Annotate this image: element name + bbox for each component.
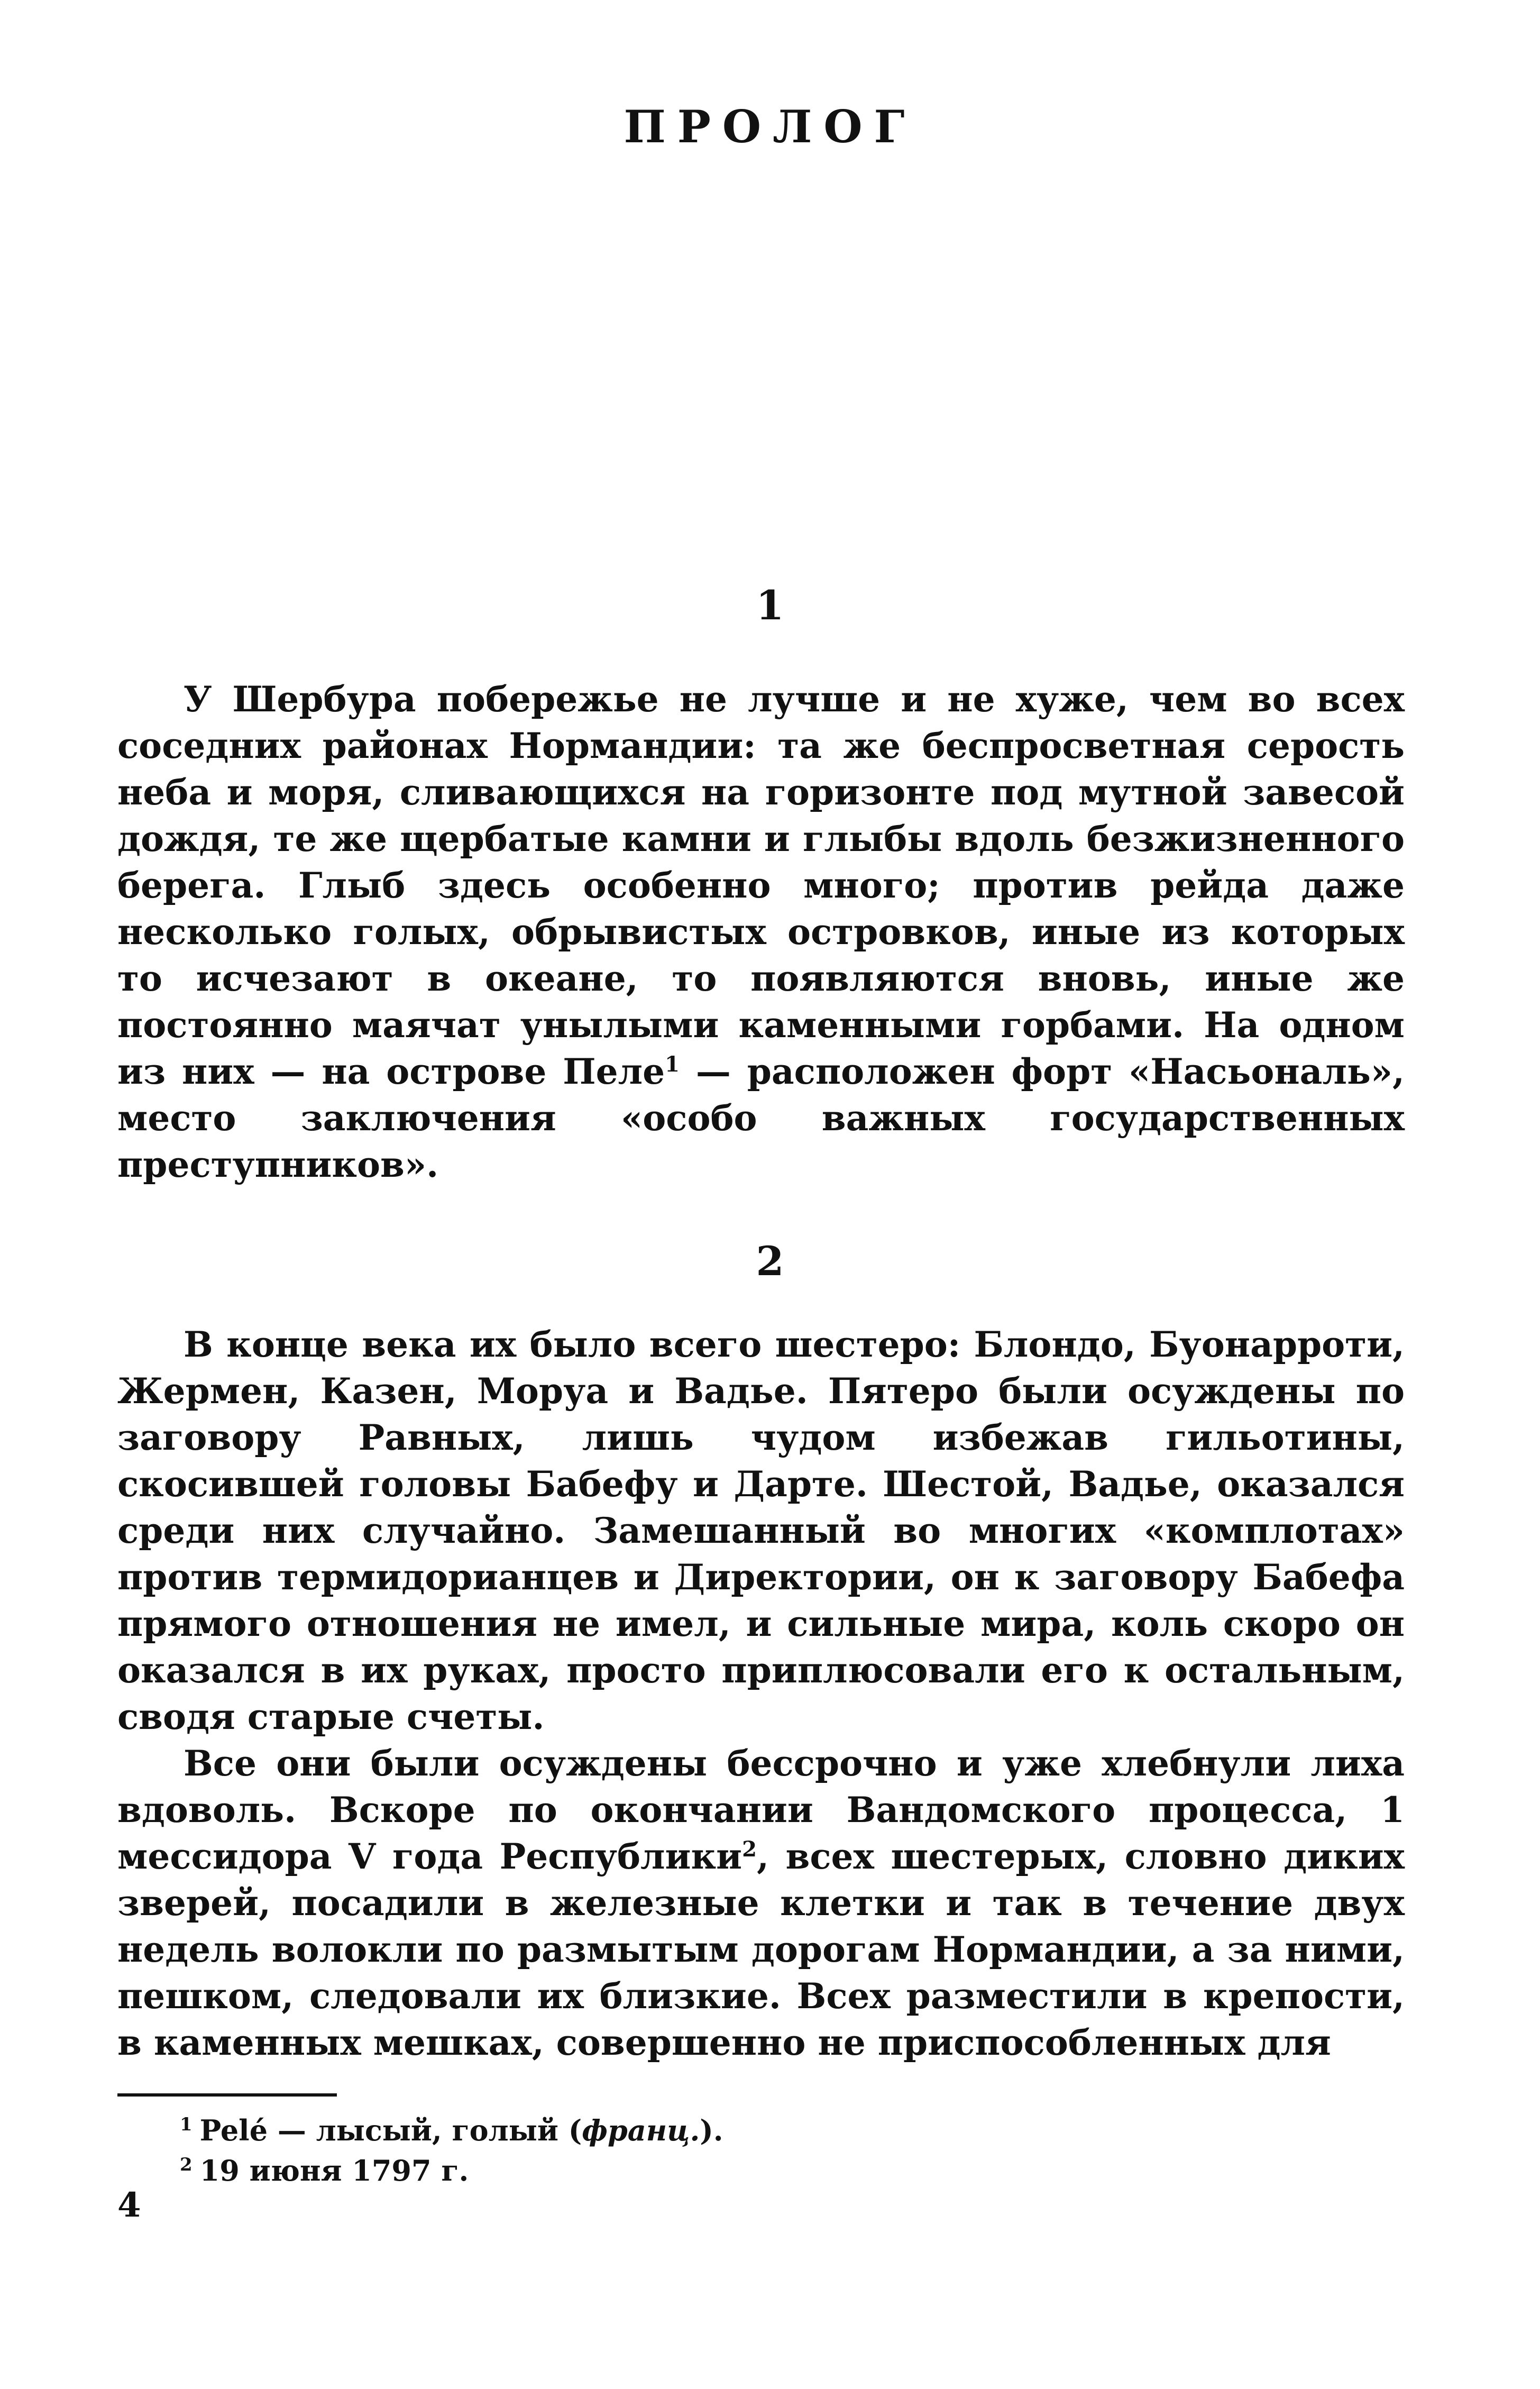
paragraph-text: В конце века их было всего шестеро: Блондо, Буонарроти, Жермен, Казен, Моруа и Вадье. Пятеро были осуждены по заговору Равных, лишь чудом избежав гильотины, скосившей головы Бабефу и Дарте. Шестой, Вадье, оказался среди них случайно. Замешанный во многих «комплотах» против термидорианцев и Директории, он к заговору Бабефа прямого отношения не имел, и сильные мира, коль скоро он оказался в их руках, просто приплюсовали его к остальным, сводя старые счеты.: [117, 1324, 1405, 1737]
section-number-2: 2: [756, 1238, 784, 1285]
footnote-tail: ).: [700, 2113, 723, 2147]
footnote-mark: 1: [180, 2114, 192, 2135]
page-number: 4: [117, 2185, 141, 2225]
footnotes: [180, 2110, 1396, 2191]
footnote-text: Pelé — лысый, голый (: [199, 2113, 582, 2147]
paragraph: [117, 1740, 1405, 2066]
section-1-text: [117, 676, 1405, 1188]
page-title: ПРОЛОГ: [624, 100, 916, 153]
footnote-divider: [117, 2093, 337, 2097]
paragraph-text: У Шербура побережье не лучше и не хуже, чем во всех соседних районах Нормандии: та же беспросветная серость неба и моря, сливающихся на горизонте под мутной завесой дождя, те же щербатые камни и глыбы вдоль безжизненного берега. Глыб здесь особенно много; против рейда даже несколько голых, обрывистых островков, иные из которых то исчезают в океане, то появляются вновь, иные же постоянно маячат унылыми каменными горбами. На одном из них — на острове Пеле: [117, 679, 1405, 1092]
footnote-ref-1: 1: [665, 1052, 680, 1077]
footnote-ref-2: 2: [742, 1837, 757, 1862]
section-number-1: 1: [756, 582, 784, 629]
paragraph-text: Все они были осуждены бессрочно и уже хлебнули лиха вдоволь. Вскоре по окончании Вандомского процесса, 1 мессидора V года Республики: [117, 1743, 1405, 1877]
footnote-1: [180, 2110, 1396, 2150]
footnote-mark: 2: [180, 2154, 192, 2175]
footnote-italic: франц.: [582, 2113, 700, 2147]
paragraph: [117, 676, 1405, 1188]
paragraph-text: — расположен форт «Насьональ», место заключения «особо важных государственных преступников».: [117, 1051, 1405, 1185]
section-2-text: [117, 1321, 1405, 2066]
footnote-2: [180, 2150, 1396, 2191]
footnote-text: 19 июня 1797 г.: [199, 2154, 469, 2187]
paragraph-text: , всех шестерых, словно диких зверей, посадили в железные клетки и так в течение двух недель волокли по размытым дорогам Нормандии, а за ними, пешком, следовали их близкие. Всех разместили в крепости, в каменных мешках, совершенно не приспособленных для: [117, 1836, 1405, 2063]
paragraph: [117, 1321, 1405, 1740]
